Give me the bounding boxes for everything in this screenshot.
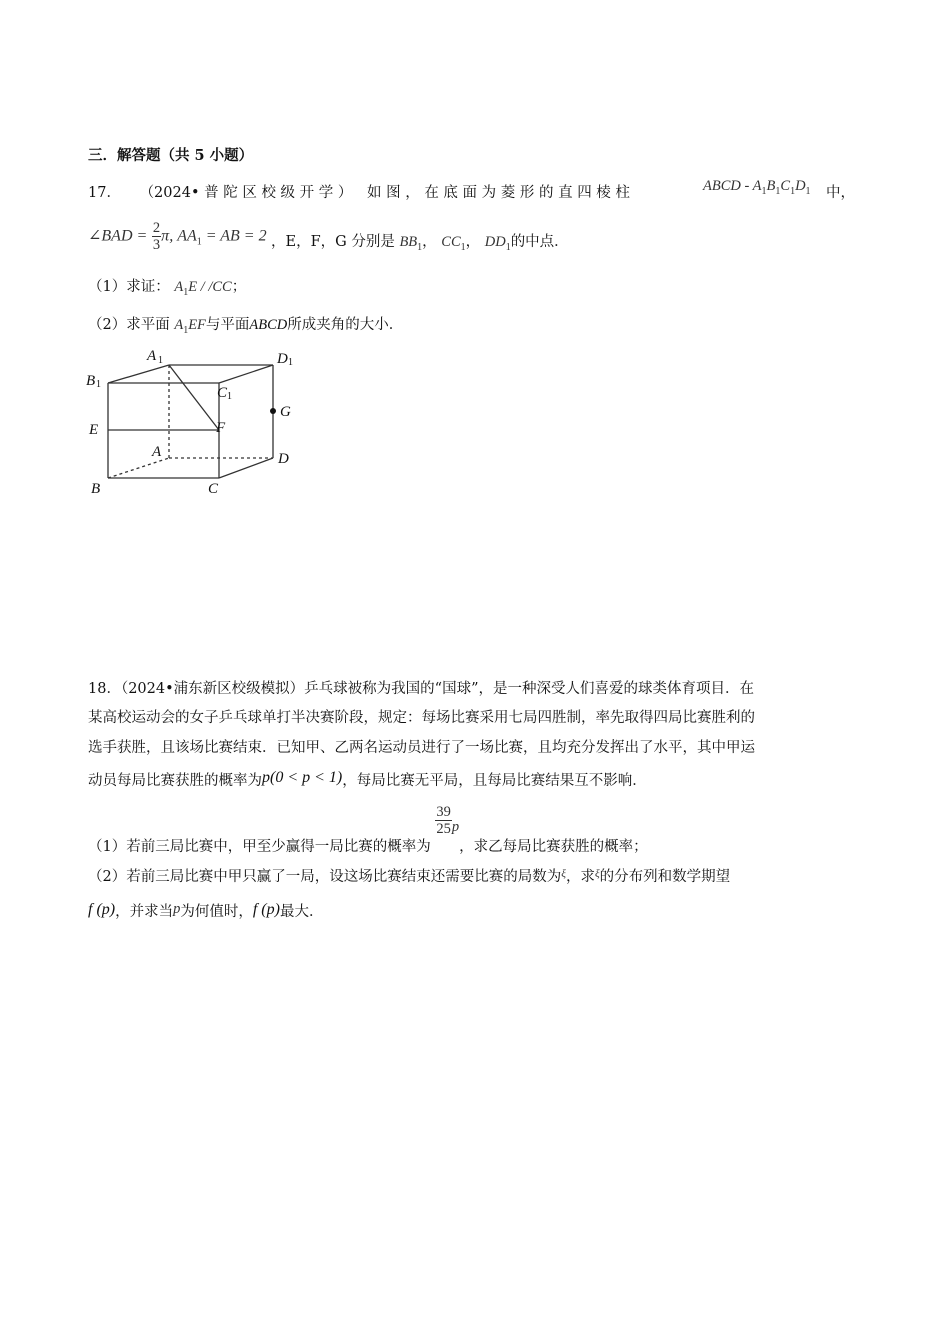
edge-c1-d1: [219, 365, 273, 383]
q18-part-2-line-2: f (p)，并求当p为何值时，f (p)最大．: [88, 901, 324, 920]
q18-p-range: p(0 < p < 1): [262, 769, 343, 786]
q17-part-1: （1）求证： $A_1E / /CC$；: [88, 279, 247, 298]
xi-symbol: ξ: [561, 868, 566, 880]
label-a1: A: [147, 348, 157, 364]
point-g: [270, 408, 276, 414]
q18-part-1: （1）若前三局比赛中，甲至少赢得一局比赛的概率为 $\frac{39}{25}$ p，求乙每局比赛获胜的概率；: [88, 804, 648, 855]
label-e: E: [89, 422, 99, 438]
q17-zhong: 中，: [826, 185, 855, 201]
q18-fraction: $\frac{39}{25}$: [436, 804, 451, 837]
label-a: A: [152, 444, 162, 460]
label-c1: C: [217, 385, 228, 401]
label-b: B: [91, 481, 101, 497]
segment-a1-f: [169, 365, 219, 430]
label-g: G: [280, 404, 291, 420]
q17-source: （2024• 普 陀 区 校 级 开 学 ）: [139, 185, 353, 201]
q18-line-4: 动员每局比赛获胜的概率为p(0 < p < 1)，每局比赛无平局，且每局比赛结果互不影响．: [88, 769, 647, 789]
q18-line-2: 某高校运动会的女子乒乓球单打半决赛阶段，规定：每场比赛采用七局四胜制，率先取得四局比赛胜利的: [88, 710, 755, 726]
label-d1: D: [277, 351, 288, 367]
edge-b-a-hidden: [108, 458, 169, 478]
q17-stem: 如 图 ， 在 底 面 为 菱 形 的 直 四 棱 柱: [367, 185, 630, 201]
svg-text:1: 1: [227, 391, 232, 402]
q18-line-1: 18．（2024•浦东新区校级模拟）乒乓球被称为我国的“国球”，是一种深受人们喜爱的球类体育项目．在: [88, 681, 754, 697]
edge-c-d: [219, 458, 273, 478]
q17-part-2: （2）求平面 $A_1EF$与平面ABCD所成夹角的大小．: [88, 317, 404, 336]
label-d: D: [278, 451, 289, 467]
svg-text:1: 1: [158, 355, 163, 366]
q17-angle: ∠BAD =: [88, 227, 148, 245]
label-c: C: [208, 481, 219, 497]
q17-prism: ABCD - A: [703, 178, 762, 194]
edge-b1-a1: [108, 365, 169, 383]
q18-part-2-line-1: （2）若前三局比赛中甲只赢了一局，设这场比赛结束还需要比赛的局数为$^\xi$，求$^\xi$的分布列和数学期望: [88, 868, 731, 885]
svg-text:1: 1: [288, 357, 293, 368]
section-heading: 三．解答题（共 5 小题）: [88, 147, 254, 164]
q17-points: ，E，F，G 分别是: [271, 234, 395, 250]
q17-line-1: 17． （2024• 普 陀 区 校 级 开 学 ） 如 图 ， 在 底 面 为 菱 形 的 直 四 棱 柱 ABCD - $A_1B_1C_1D_1$ 中，: [88, 178, 855, 201]
q18-line-3: 选手获胜，且该场比赛结束．已知甲、乙两名运动员进行了一场比赛，且均充分发挥出了水平，其中甲运: [88, 740, 755, 756]
prism-figure: [80, 340, 320, 505]
q17-line-2: ∠BAD = $\frac{2}{3}$ π, $AA_1$ = AB = 2 ，E，F，G 分别是 $BB_1$， $CC_1$， $DD_1$的中点．: [88, 220, 569, 253]
q17-fraction: $\frac{2}{3}$: [152, 220, 161, 253]
svg-text:1: 1: [96, 379, 101, 390]
label-f: F: [216, 420, 226, 436]
q17-number: 17．: [88, 185, 121, 201]
label-b1: B: [86, 373, 96, 389]
